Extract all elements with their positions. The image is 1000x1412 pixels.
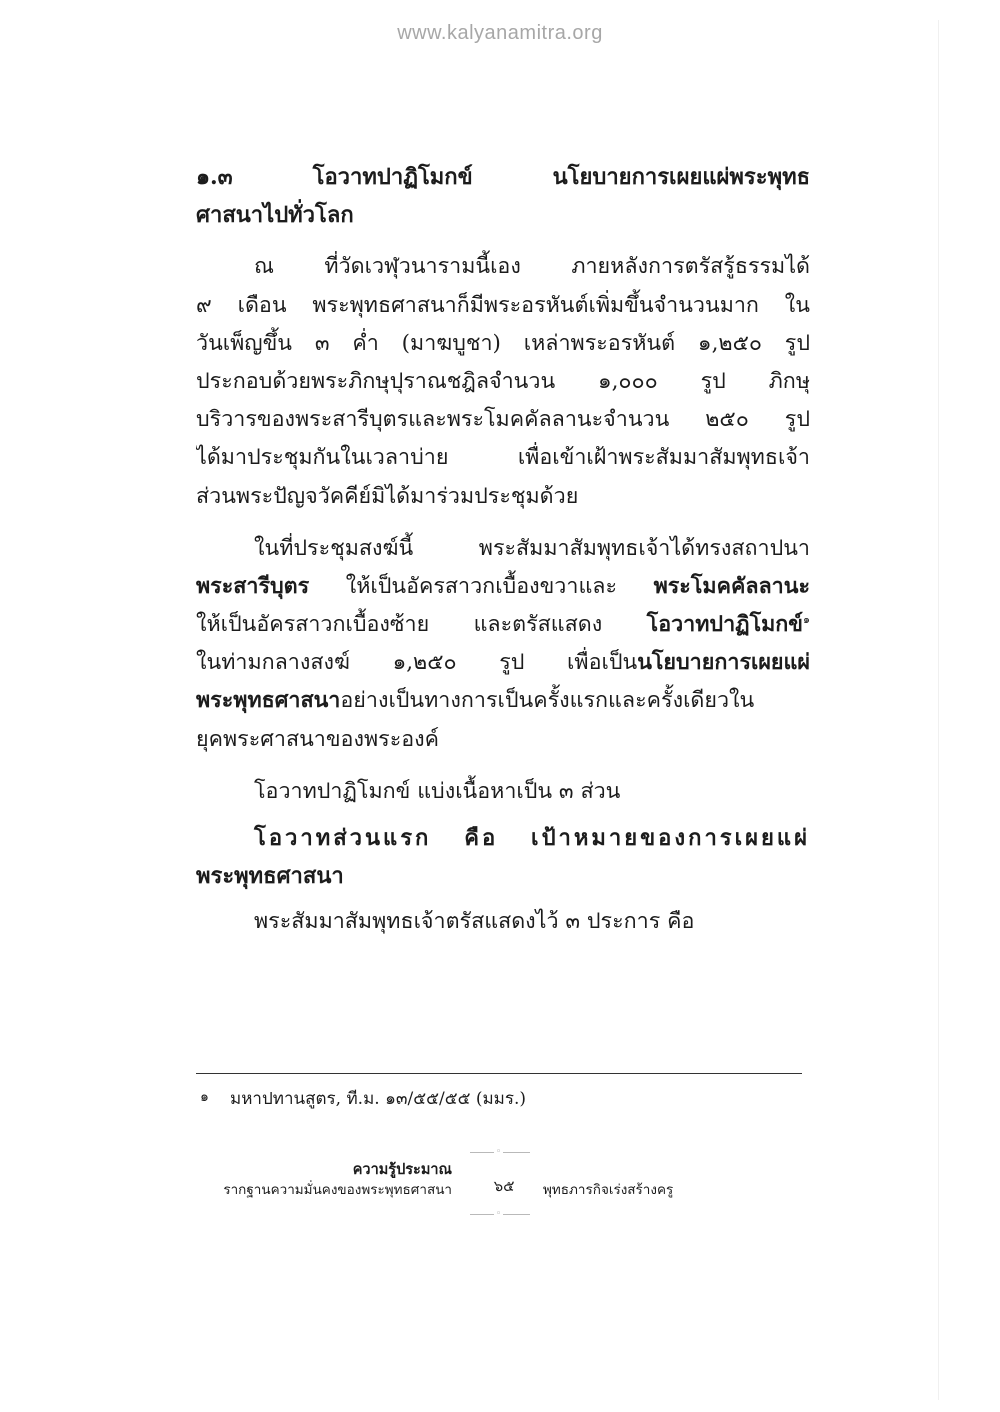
paragraph-line: ยุคพระศาสนาของพระองค์	[196, 726, 440, 752]
paragraph-line: พระพุทธศาสนาอย่างเป็นทางการเป็นครั้งแรกและครั้งเดียวใน	[196, 688, 755, 714]
paragraph-1	[196, 248, 810, 515]
footnote-mark: ๑	[200, 1089, 209, 1105]
footer-series-title: พุทธภารกิจเร่งสร้างครู	[543, 1182, 674, 1198]
footnote-text: มหาปทานสูตร, ที.ม. ๑๓/๕๕/๕๕ (มมร.)	[230, 1089, 527, 1109]
paragraph-line: ในท่ามกลางสงฆ์ ๑,๒๕๐ รูป เพื่อเป็นนโยบายการเผยแผ่	[196, 650, 810, 676]
paragraph-line: ในที่ประชุมสงฆ์นี้ พระสัมมาสัมพุทธเจ้าได้ทรงสถาปนา	[254, 535, 810, 561]
watermark-url: www.kalyanamitra.org	[397, 22, 603, 44]
footnote-divider	[196, 1073, 802, 1074]
footer-ornament-top: ◦	[470, 1152, 530, 1153]
paragraph-line: ส่วนพระปัญจวัคคีย์มิได้มาร่วมประชุมด้วย	[196, 483, 579, 509]
paragraph-line: พระสารีบุตร ให้เป็นอัครสาวกเบื้องขวาและ พระโมคคัลลานะ	[196, 573, 810, 599]
section-heading-line-1: ๑.๓ โอวาทปาฏิโมกข์ นโยบายการเผยแผ่พระพุทธ	[196, 164, 810, 190]
bold-term-ovada-patimokkha: โอวาทปาฏิโมกข์	[646, 612, 804, 638]
footer-book-subtitle: รากฐานความมั่นคงของพระพุทธศาสนา	[223, 1182, 452, 1198]
subheading-line-1: โอวาทส่วนแรก คือ เป้าหมายของการเผยแผ่	[254, 825, 810, 851]
paragraph-line: ได้มาประชุมกันในเวลาบ่าย เพื่อเข้าเฝ้าพระสัมมาสัมพุทธเจ้า	[196, 445, 810, 471]
paragraph-line: วันเพ็ญขึ้น ๓ ค่ำ (มาฆบูชา) เหล่าพระอรหันต์ ๑,๒๕๐ รูป	[196, 330, 810, 356]
section-heading-line-2: ศาสนาไปทั่วโลก	[196, 202, 354, 229]
paragraph-3: โอวาทปาฏิโมกข์ แบ่งเนื้อหาเป็น ๓ ส่วน	[254, 778, 621, 804]
page-footer	[0, 1146, 1000, 1226]
paragraph-line: บริวารของพระสารีบุตรและพระโมคคัลลานะจำนวน ๒๕๐ รูป	[196, 407, 810, 433]
footnote-reference: ๑	[803, 612, 810, 626]
subheading-line-2: พระพุทธศาสนา	[196, 863, 344, 890]
bold-term-sariputta: พระสารีบุตร	[196, 573, 310, 599]
footer-book-info	[223, 1160, 452, 1200]
bold-term-moggallana: พระโมคคัลลานะ	[653, 573, 810, 599]
paragraph-4: พระสัมมาสัมพุทธเจ้าตรัสแสดงไว้ ๓ ประการ คือ	[254, 909, 695, 935]
paragraph-line: ประกอบด้วยพระภิกษุปุราณชฎิลจำนวน ๑,๐๐๐ รูป ภิกษุ	[196, 368, 810, 394]
page-body	[196, 158, 810, 942]
bold-term-buddhism: พระพุทธศาสนา	[196, 688, 341, 714]
footer-ornament-bottom: ◦	[470, 1214, 530, 1215]
page-number: ๖๕	[493, 1177, 515, 1195]
paragraph-2	[196, 530, 810, 759]
footer-book-title: ความรู้ประมาณ	[352, 1161, 452, 1178]
bold-term-policy: นโยบายการเผยแผ่	[637, 650, 810, 676]
paragraph-line: ณ ที่วัดเวฬุวนารามนี้เอง ภายหลังการตรัสรู้ธรรมได้	[254, 254, 810, 280]
footnote	[200, 1085, 526, 1112]
paragraph-line: ๙ เดือน พระพุทธศาสนาก็มีพระอรหันต์เพิ่มขึ้นจำนวนมาก ใน	[196, 292, 810, 318]
paragraph-line: ให้เป็นอัครสาวกเบื้องซ้าย และตรัสแสดง โอวาทปาฏิโมกข์$^๑$	[196, 612, 810, 638]
